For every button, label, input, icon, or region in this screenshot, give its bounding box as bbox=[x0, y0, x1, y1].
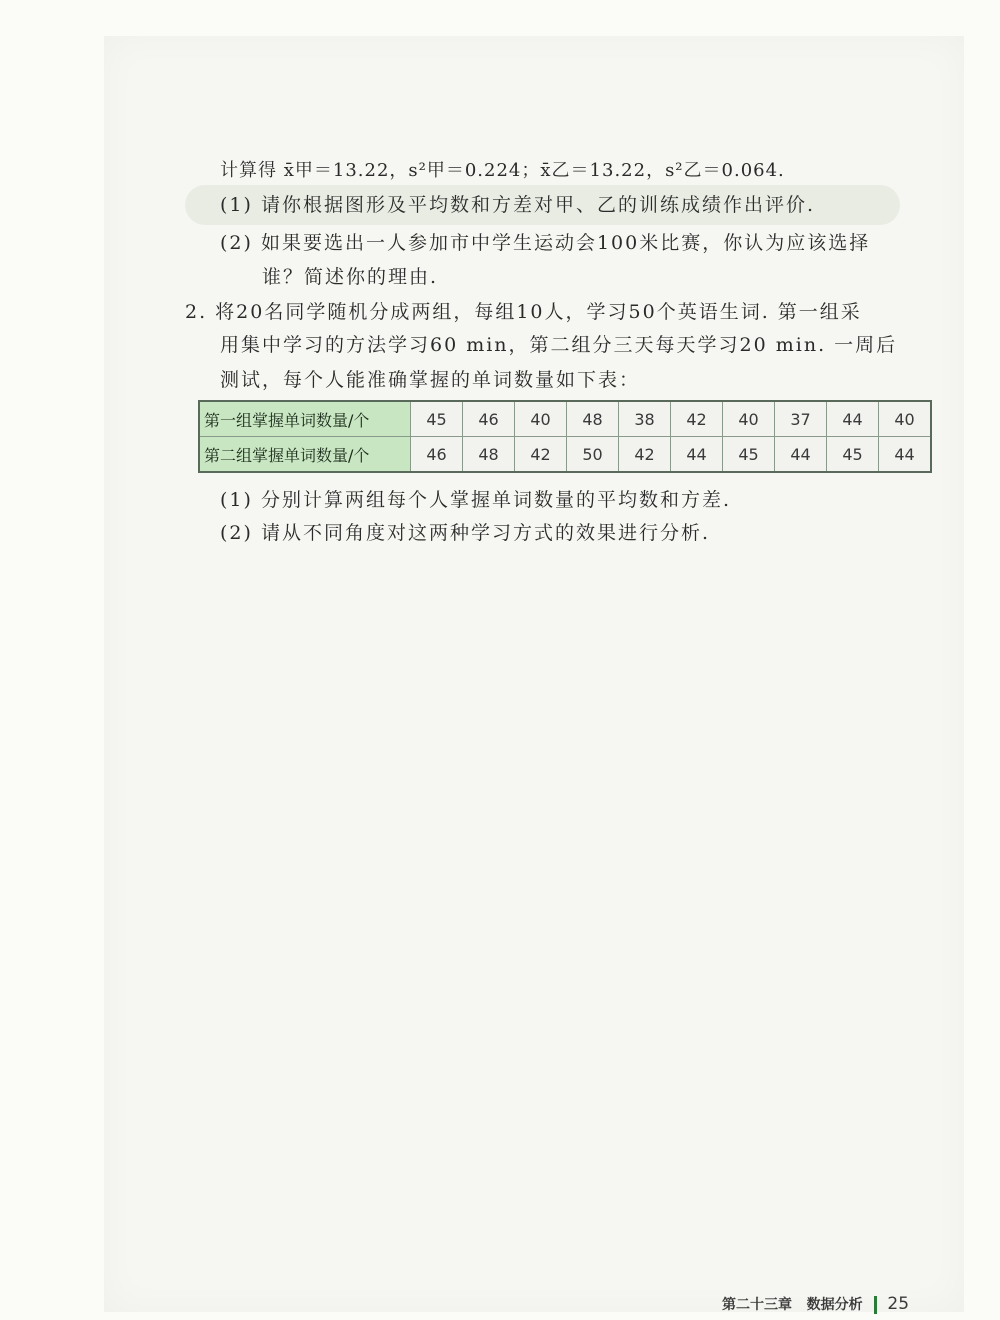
table-cell: 46 bbox=[411, 437, 463, 473]
question2-line2: 用集中学习的方法学习60 min，第二组分三天每天学习20 min. 一周后 bbox=[220, 334, 898, 356]
table-cell: 37 bbox=[775, 401, 827, 437]
table-cell: 44 bbox=[879, 437, 932, 473]
table-cell: 45 bbox=[723, 437, 775, 473]
table-cell: 50 bbox=[567, 437, 619, 473]
table-cell: 38 bbox=[619, 401, 671, 437]
table-cell: 48 bbox=[463, 437, 515, 473]
question2-line1: 2. 将20名同学随机分成两组，每组10人，学习50个英语生词. 第一组采 bbox=[185, 301, 862, 323]
table-cell: 46 bbox=[463, 401, 515, 437]
page-footer bbox=[722, 1294, 909, 1314]
table-cell: 44 bbox=[671, 437, 723, 473]
table-cell: 45 bbox=[827, 437, 879, 473]
section-label: 数据分析 bbox=[806, 1297, 863, 1313]
footer-divider bbox=[874, 1296, 877, 1314]
question2-line3: 测试，每个人能准确掌握的单词数量如下表： bbox=[220, 369, 641, 391]
row-label: 第二组掌握单词数量/个 bbox=[199, 437, 411, 473]
table-cell: 44 bbox=[827, 401, 879, 437]
chapter-label: 第二十三章 bbox=[722, 1297, 792, 1313]
stats-line: 计算得 x̄甲＝13.22，s²甲＝0.224；x̄乙＝13.22，s²乙＝0.064. bbox=[220, 160, 785, 181]
question2-sub1: (1) 分别计算两组每个人掌握单词数量的平均数和方差. bbox=[220, 489, 731, 511]
page-number: 25 bbox=[887, 1294, 910, 1314]
table-cell: 42 bbox=[671, 401, 723, 437]
question1-part2-line1: (2) 如果要选出一人参加市中学生运动会100米比赛，你认为应该选择 bbox=[220, 232, 871, 254]
row-label: 第一组掌握单词数量/个 bbox=[199, 401, 411, 437]
table-cell: 48 bbox=[567, 401, 619, 437]
table-cell: 40 bbox=[723, 401, 775, 437]
table-cell: 44 bbox=[775, 437, 827, 473]
table-row bbox=[199, 437, 931, 473]
word-count-table bbox=[198, 400, 932, 473]
table-cell: 42 bbox=[515, 437, 567, 473]
question1-part1: (1) 请你根据图形及平均数和方差对甲、乙的训练成绩作出评价. bbox=[220, 194, 815, 216]
table-cell: 40 bbox=[879, 401, 932, 437]
table-cell: 45 bbox=[411, 401, 463, 437]
table-cell: 40 bbox=[515, 401, 567, 437]
table-cell: 42 bbox=[619, 437, 671, 473]
table-row bbox=[199, 401, 931, 437]
question1-part2-line2: 谁？简述你的理由. bbox=[262, 266, 439, 288]
question2-sub2: (2) 请从不同角度对这两种学习方式的效果进行分析. bbox=[220, 522, 710, 544]
